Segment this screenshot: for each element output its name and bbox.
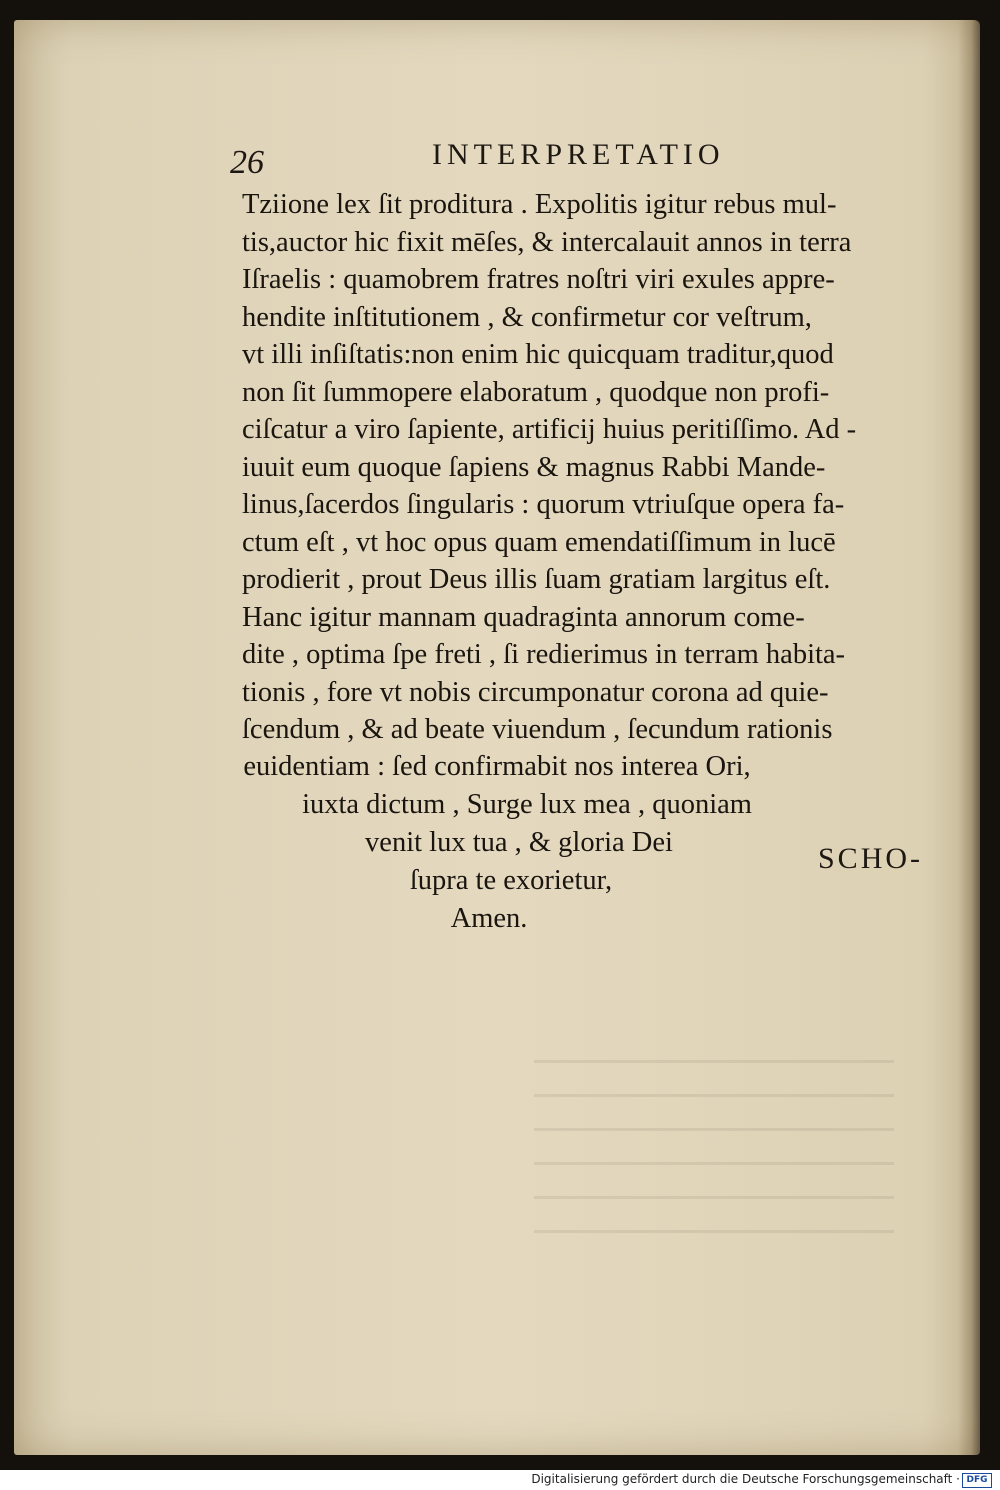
text-line: hendite inſtitutionem , & confirmetur cor veſtrum,: [242, 301, 812, 333]
page-edge-shadow: [958, 20, 980, 1455]
show-through-texture: [534, 1060, 894, 1240]
funding-credit: Digitalisierung gefördert durch die Deutsche Forschungsgemeinschaft ·: [531, 1472, 960, 1486]
text-line: tis,auctor hic fixit mēſes, & intercalauit annos in terra: [242, 226, 852, 258]
text-line: vt illi inſiſtatis:non enim hic quicquam traditur,quod: [242, 339, 834, 370]
text-line: dite , optima ſpe freti , ſi redierimus in terram habita-: [242, 639, 846, 670]
catchword: SCHO-: [818, 842, 924, 875]
page-header: [14, 138, 980, 181]
closing-line: venit lux tua , & gloria Dei: [365, 827, 673, 858]
text-line: non ſit ſummopere elaboratum , quodque non profi-: [242, 376, 830, 408]
text-line: prodierit , prout Deus illis ſuam gratiam largitus eſt.: [242, 564, 831, 595]
page-number: 26: [230, 144, 264, 181]
text-line: Tziione lex ſit proditura . Expolitis igitur rebus mul-: [242, 189, 837, 220]
text-line: Iſraelis : quamobrem fratres noſtri viri exules appre-: [242, 264, 835, 295]
closing-line: iuxta dictum , Surge lux mea , quoniam: [302, 789, 752, 820]
text-line: Hanc igitur mannam quadraginta annorum come-: [242, 601, 805, 633]
book-page: [14, 20, 980, 1455]
body-text: [242, 186, 942, 749]
digitization-footer: [0, 1470, 1000, 1490]
text-line: linus,ſacerdos ſingularis : quorum vtriuſque opera fa-: [242, 489, 845, 520]
text-line: ciſcatur a viro ſapiente, artificij huius peritiſſimo. Ad -: [242, 414, 857, 445]
text-line: ctum eſt , vt hoc opus quam emendatiſſimum in lucē: [242, 526, 836, 558]
text-line: tionis , fore vt nobis circumponatur corona ad quie-: [242, 676, 829, 708]
running-head: INTERPRETATIO: [432, 138, 725, 171]
closing-line-amen: Amen.: [450, 903, 528, 934]
closing-line: ſupra te exorietur,: [409, 865, 613, 896]
closing-line: euidentiam : ſed confirmabit nos interea Ori,: [243, 751, 751, 782]
dfg-logo: DFG: [962, 1473, 992, 1488]
text-line: ſcendum , & ad beate viuendum , ſecundum rationis: [242, 714, 833, 745]
text-line: iuuit eum quoque ſapiens & magnus Rabbi Mande-: [242, 451, 826, 483]
